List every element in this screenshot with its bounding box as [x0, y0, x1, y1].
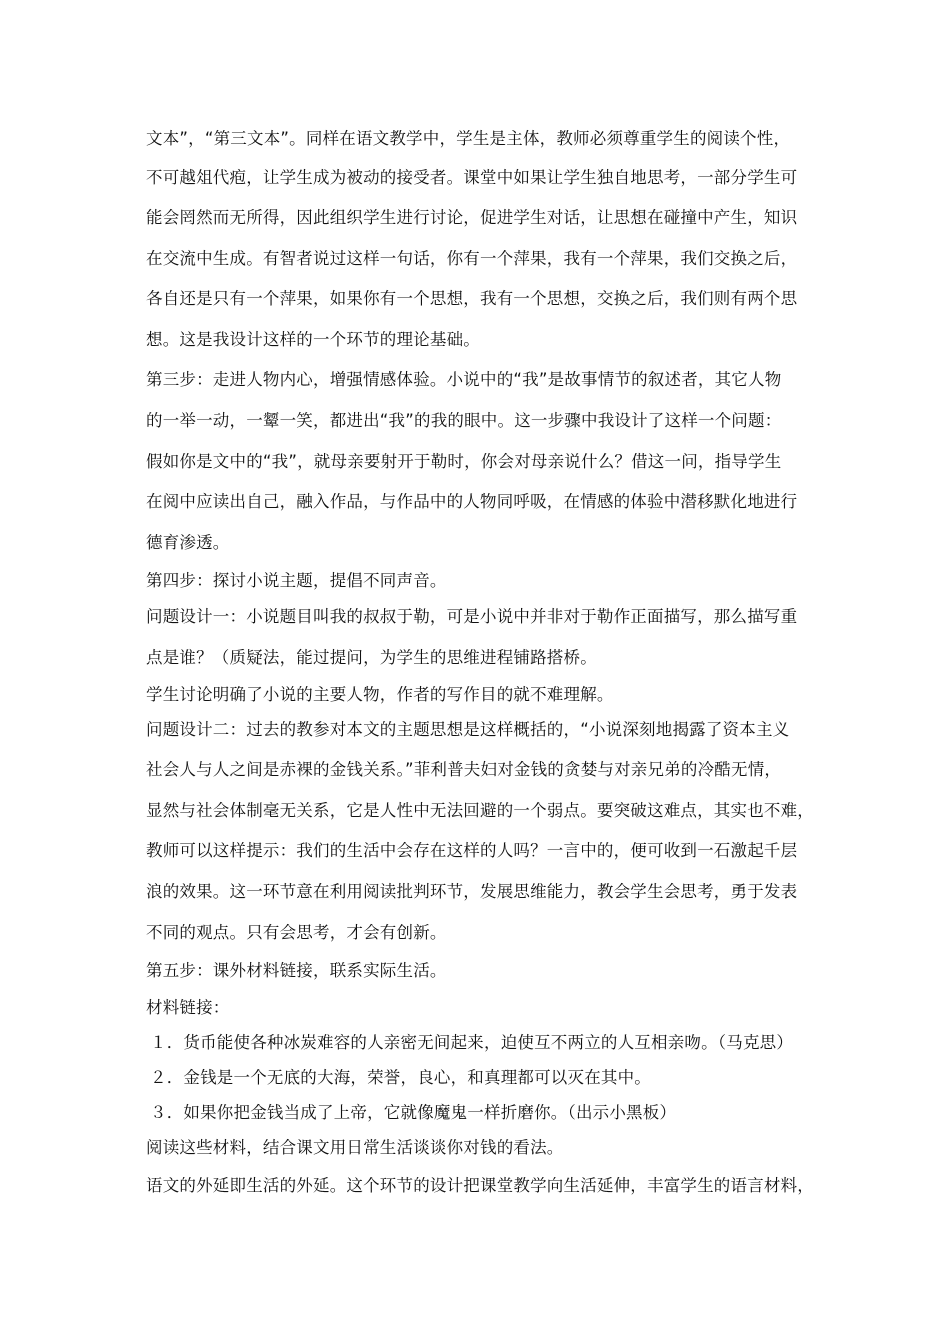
- text-line: 各自还是只有一个萍果，如果你有一个思想，我有一个思想，交换之后，我们则有两个思: [146, 289, 798, 308]
- text-line: 能会罔然而无所得，因此组织学生进行讨论，促进学生对话，让思想在碰撞中产生，知识: [146, 208, 798, 227]
- text-line: 的一举一动，一颦一笑，都进出“我”的我的眼中。这一步骤中我设计了这样一个问题：: [146, 411, 782, 430]
- text-line: 显然与社会体制毫无关系，它是人性中无法回避的一个弱点。要突破这难点，其实也不难，: [146, 801, 814, 820]
- text-line: 第四步：探讨小说主题，提倡不同声音。: [146, 571, 447, 590]
- list-item: １．货币能使各种冰炭难容的人亲密无间起来，迫使互不两立的人互相亲吻。（马克思）: [150, 1033, 794, 1052]
- text-line: 社会人与人之间是赤裸的金钱关系。”菲利普夫妇对金钱的贪婪与对亲兄弟的冷酷无情，: [146, 760, 782, 779]
- text-line: 假如你是文中的“我”，就母亲要射开于勒时，你会对母亲说什么？借这一问，指导学生: [146, 452, 782, 471]
- list-item: ３．如果你把金钱当成了上帝，它就像魔鬼一样折磨你。（出示小黑板）: [150, 1103, 677, 1122]
- text-line: 文本”，“第三文本”。同样在语文教学中，学生是主体，教师必须尊重学生的阅读个性，: [146, 129, 791, 148]
- text-line: 浪的效果。这一环节意在利用阅读批判环节，发展思维能力，教会学生会思考，勇于发表: [146, 882, 798, 901]
- text-line: 点是谁？（质疑法，能过提问，为学生的思维进程铺路搭桥。: [146, 648, 597, 667]
- text-line: 第五步：课外材料链接，联系实际生活。: [146, 961, 447, 980]
- text-line: 问题设计一：小说题目叫我的叔叔于勒，可是小说中并非对于勒作正面描写，那么描写重: [146, 607, 798, 626]
- text-line: 在阅中应读出自己，融入作品，与作品中的人物同呼吸，在情感的体验中潜移默化地进行: [146, 492, 798, 511]
- text-line: 问题设计二：过去的教参对本文的主题思想是这样概括的，“小说深刻地揭露了资本主义: [146, 720, 790, 739]
- text-line: 材料链接：: [146, 998, 230, 1017]
- text-line: 教师可以这样提示：我们的生活中会存在这样的人吗？一言中的，便可收到一石激起千层: [146, 841, 798, 860]
- text-line: 学生讨论明确了小说的主要人物，作者的写作目的就不难理解。: [146, 685, 614, 704]
- text-line: 不可越俎代疱，让学生成为被动的接受者。课堂中如果让学生独自地思考，一部分学生可: [146, 168, 798, 187]
- text-line: 第三步：走进人物内心，增强情感体验。小说中的“我”是故事情节的叙述者，其它人物: [146, 370, 782, 389]
- text-line: 德育渗透。: [146, 533, 230, 552]
- text-line: 语文的外延即生活的外延。这个环节的设计把课堂教学向生活延伸，丰富学生的语言材料，: [146, 1176, 814, 1195]
- text-line: 不同的观点。只有会思考，才会有创新。: [146, 923, 447, 942]
- text-line: 阅读这些材料，结合课文用日常生活谈谈你对钱的看法。: [146, 1138, 564, 1157]
- text-line: 在交流中生成。有智者说过这样一句话，你有一个萍果，我有一个萍果，我们交换之后，: [146, 249, 798, 268]
- list-item: ２．金钱是一个无底的大海，荣誉，良心，和真理都可以灭在其中。: [150, 1068, 651, 1087]
- text-line: 想。这是我设计这样的一个环节的理论基础。: [146, 330, 480, 349]
